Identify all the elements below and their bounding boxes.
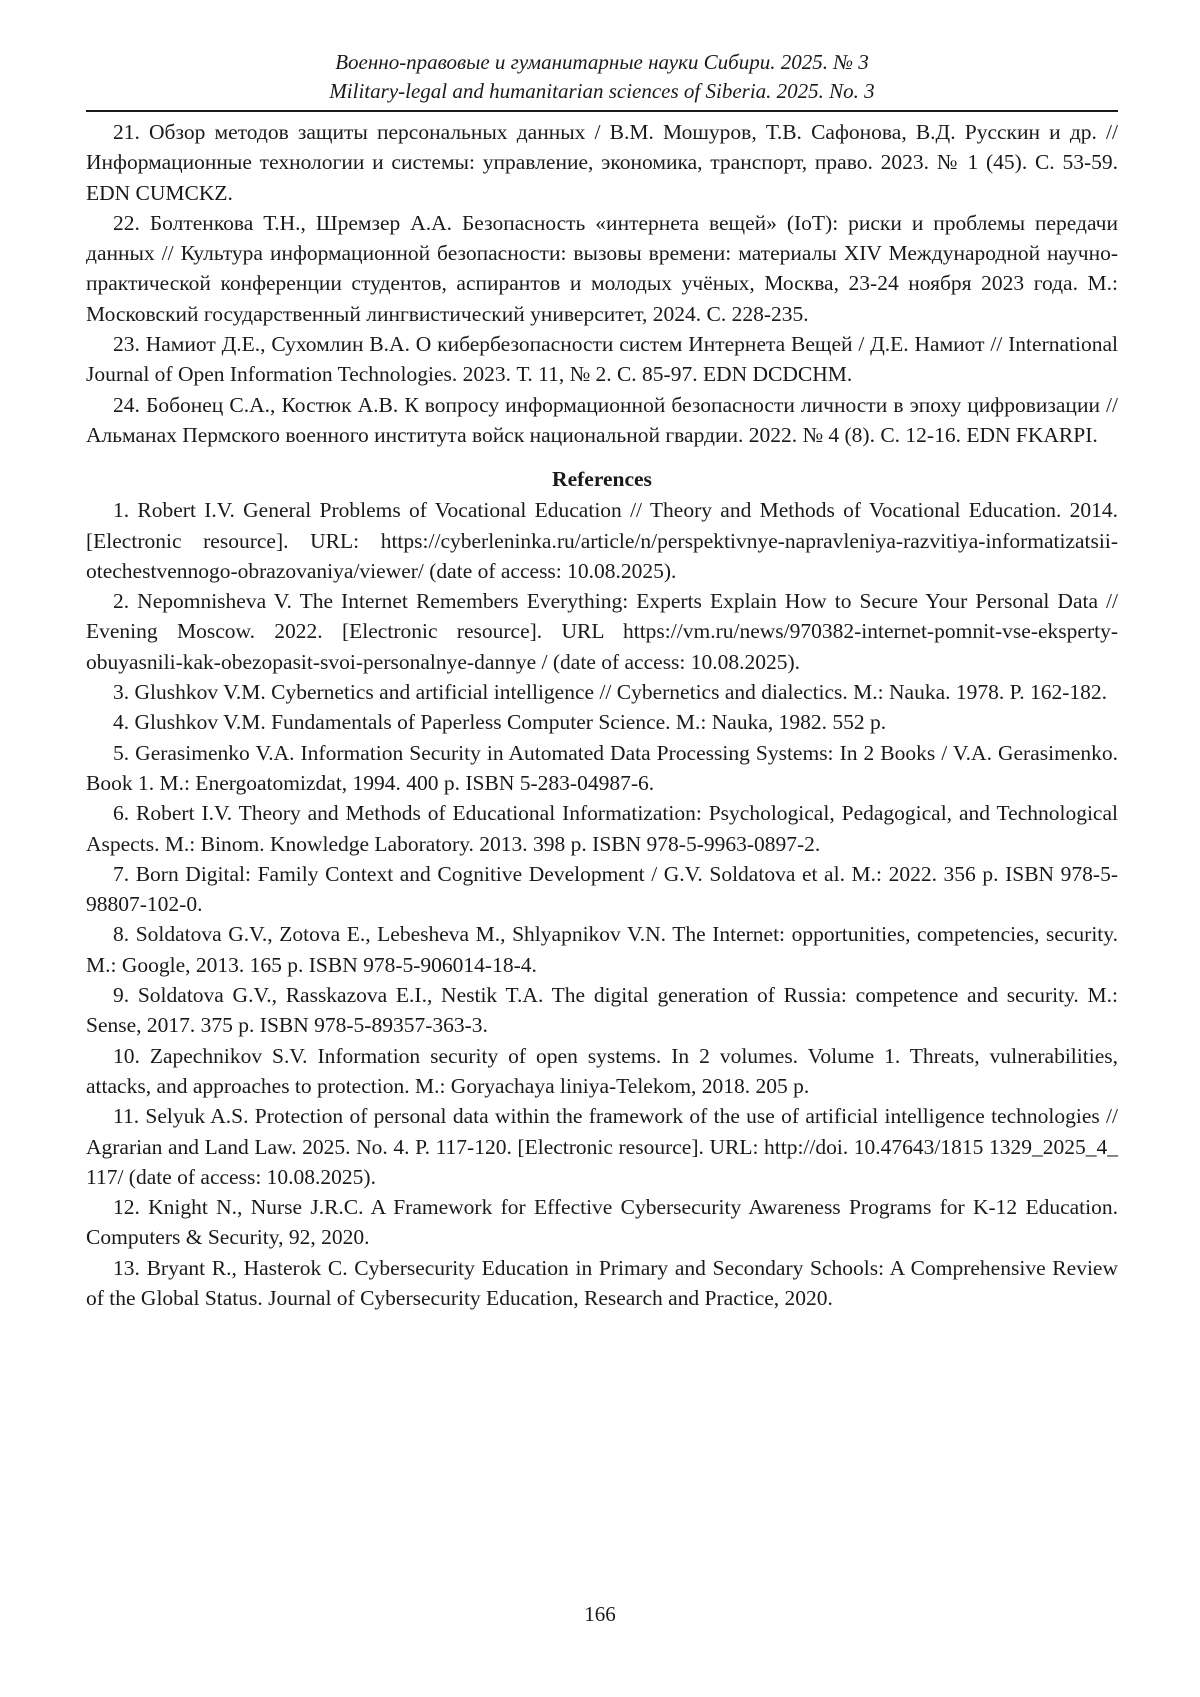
reference-item: 22. Болтенкова Т.Н., Шремзер А.А. Безопасность «интернета вещей» (IoT): риски и проблемы передачи данных // Культура информационной безопасности: вызовы времени: материалы XIV Международной научно-практической конференции студентов, аспирантов и молодых учёных, Москва, 23-24 ноября 2023 года. М.: Московский государственный лингвистический университет, 2024. С. 228-235.	[86, 210, 1118, 326]
journal-title-en: Military-legal and humanitarian sciences of Siberia. 2025. No. 3	[329, 79, 875, 103]
reference-item: 11. Selyuk A.S. Protection of personal data within the framework of the use of artificial intelligence technologies // Agrarian and Land Law. 2025. No. 4. P. 117-120. [Electronic resource]. URL: http://doi. 10.47643/1815 1329_2025_4_ 117/ (date of access: 10.08.2025).	[86, 1104, 1118, 1189]
journal-header	[86, 48, 1118, 106]
reference-item: 7. Born Digital: Family Context and Cognitive Development / G.V. Soldatova et al. M.: 2022. 356 p. ISBN 978-5-98807-102-0.	[86, 861, 1118, 917]
header-divider	[86, 110, 1118, 112]
reference-item: 1. Robert I.V. General Problems of Vocational Education // Theory and Methods of Vocational Education. 2014. [Electronic resource]. URL: https://cyberleninka.ru/article/n/perspektivnye-napravleniya-razvitiya-informatizatsii-otechestvennogo-obrazovaniya/viewer/ (date of access: 10.08.2025).	[86, 498, 1118, 583]
reference-item: 5. Gerasimenko V.A. Information Security in Automated Data Processing Systems: In 2 Books / V.A. Gerasimenko. Book 1. M.: Energoatomizdat, 1994. 400 p. ISBN 5-283-04987-6.	[86, 740, 1118, 795]
reference-item: 6. Robert I.V. Theory and Methods of Educational Informatization: Psychological, Pedagogical, and Technological Aspects. M.: Binom. Knowledge Laboratory. 2013. 398 p. ISBN 978-5-9963-0897-2.	[86, 801, 1118, 856]
page-number: 166	[584, 1602, 616, 1626]
reference-item: 23. Намиот Д.Е., Сухомлин В.А. О кибербезопасности систем Интернета Вещей / Д.Е. Намиот // International Journal of Open Information Technologies. 2023. Т. 11, № 2. С. 85-97. EDN DCDCHM.	[86, 332, 1118, 387]
reference-item: 2. Nepomnisheva V. The Internet Remembers Everything: Experts Explain How to Secure Your Personal Data // Evening Moscow. 2022. [Electronic resource]. URL https://vm.ru/news/970382-internet-pomnit-vse-eksperty-obuyasnili-kak-obezopasit-svoi-personalnye-dannye / (date of access: 10.08.2025).	[86, 589, 1118, 674]
references-heading: References	[552, 467, 652, 492]
reference-item: 21. Обзор методов защиты персональных данных / В.М. Мошуров, Т.В. Сафонова, В.Д. Русскин и др. // Информационные технологии и системы: управление, экономика, транспорт, право. 2023. № 1 (45). С. 53-59. EDN CUMCKZ.	[86, 120, 1118, 205]
reference-item: 8. Soldatova G.V., Zotova E., Lebesheva M., Shlyapnikov V.N. The Internet: opportunities, competencies, security. M.: Google, 2013. 165 p. ISBN 978-5-906014-18-4.	[86, 922, 1118, 977]
reference-item: 4. Glushkov V.M. Fundamentals of Paperless Computer Science. M.: Nauka, 1982. 552 p.	[113, 710, 887, 735]
reference-item: 3. Glushkov V.M. Cybernetics and artificial intelligence // Cybernetics and dialectics. M.: Nauka. 1978. P. 162-182.	[113, 680, 1107, 705]
reference-item: 24. Бобонец С.А., Костюк А.В. К вопросу информационной безопасности личности в эпоху цифровизации // Альманах Пермского военного института войск национальной гвардии. 2022. № 4 (8). С. 12-16. EDN FKARPI.	[86, 392, 1118, 447]
reference-item: 12. Knight N., Nurse J.R.C. A Framework for Effective Cybersecurity Awareness Programs for K-12 Education. Computers & Security, 92, 2020.	[86, 1195, 1118, 1250]
english-reference-list	[86, 495, 1118, 1313]
russian-reference-list	[86, 117, 1118, 450]
reference-item: 13. Bryant R., Hasterok C. Cybersecurity Education in Primary and Secondary Schools: A Comprehensive Review of the Global Status. Journal of Cybersecurity Education, Research and Practice, 2020.	[86, 1255, 1118, 1310]
reference-item: 9. Soldatova G.V., Rasskazova E.I., Nestik T.A. The digital generation of Russia: competence and security. M.: Sense, 2017. 375 p. ISBN 978-5-89357-363-3.	[86, 983, 1118, 1038]
reference-item: 10. Zapechnikov S.V. Information security of open systems. In 2 volumes. Volume 1. Threats, vulnerabilities, attacks, and approaches to protection. M.: Goryachaya liniya-Telekom, 2018. 205 p.	[86, 1043, 1118, 1098]
journal-title-ru: Военно-правовые и гуманитарные науки Сибири. 2025. № 3	[335, 50, 869, 74]
page-body	[86, 117, 1118, 1313]
